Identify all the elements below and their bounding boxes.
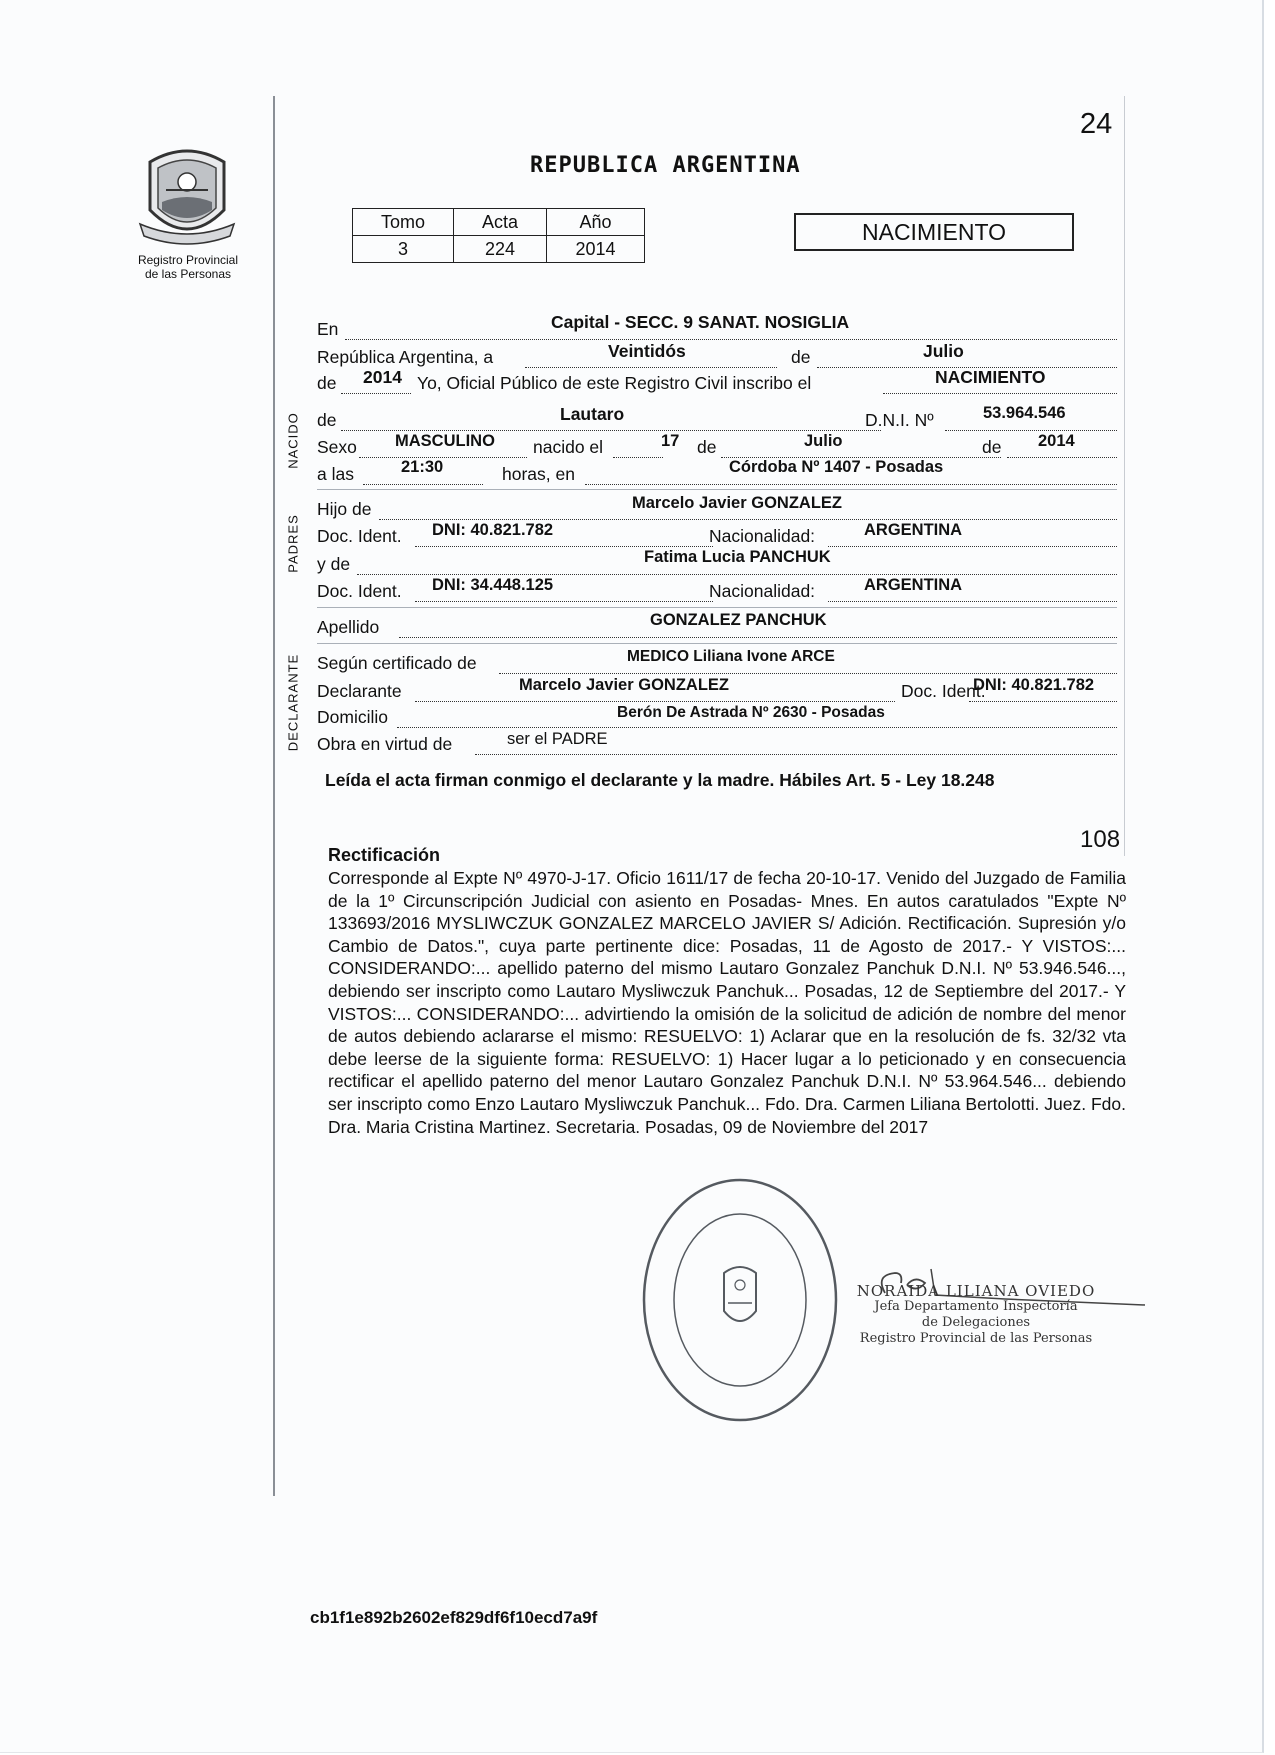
- dotted-line: [1007, 457, 1117, 458]
- dotted-line: [883, 393, 1117, 394]
- signatory-title-line2: de Delegaciones: [921, 1315, 1031, 1330]
- dni-value: 53.964.546: [983, 404, 1066, 422]
- nacido-el-label: nacido el: [533, 437, 604, 457]
- section-separator: [317, 643, 1117, 644]
- rectificacion-body: Corresponde al Expte Nº 4970-J-17. Oficio 1611/17 de fecha 20-10-17. Venido del Juzgado de Familia de la 1º Circunscripción Judicial con asiento en Posadas- Mnes. En autos caratulados "Expte Nº 133693/2016 MYSLIWCZUK GONZALEZ MARCELO JAVIER S/ Adición. Rectificación. Supresión y/o Cambio de Datos.", cuya parte pertinente dice: Posadas, 11 de Agosto de 2017.- Y VISTOS:... CONSIDERANDO:... apellido paterno del mismo Lautaro Gonzalez Panchuk D.N.I. Nº 53.946.546..., debiendo ser inscripto como Lautaro Mysliwczuk Panchuk... Posadas, 12 de Septiembre del 2017.- Y VISTOS:... CONSIDERANDO:... advirtiendo la omisión de la solicitud de adición de nombre del menor de autos debiendo aclararse el mismo: RESUELVO: 1) Aclarar que en la resolución de fs. 32/32 vta debe leerse de la siguiente forma: RESUELVO: 1) Hacer lugar a lo peticionado y en consecuencia rectificar el apellido paterno del menor Lautaro Gonzalez Panchuk D.N.I. Nº 53.964.546... debiendo ser inscripto como Enzo Lautaro Mysliwczuk Panchuk... Fdo. Dra. Carmen Liliana Bertolotti. Juez. Fdo. Dra. Maria Cristina Martinez. Secretaria. Posadas, 09 de Noviembre del 2017: [328, 868, 1126, 1137]
- left-margin-rule: [273, 96, 275, 1496]
- table-header-anio: Año: [547, 209, 645, 236]
- dotted-line: [828, 546, 1117, 547]
- signatory-title-line1: Jefa Departamento Inspectoría: [874, 1299, 1078, 1314]
- nacionalidad-label: Nacionalidad:: [709, 526, 816, 546]
- de3-label: de: [317, 410, 337, 430]
- doc-ident-label-2: Doc. Ident.: [317, 581, 402, 601]
- dotted-line: [945, 430, 1117, 431]
- dotted-line: [415, 701, 895, 702]
- republica-label: República Argentina, a: [317, 347, 494, 367]
- table-header-acta: Acta: [454, 209, 547, 236]
- dotted-line: [341, 393, 411, 394]
- table-cell-tomo: 3: [353, 236, 454, 263]
- page-number: 24: [1080, 108, 1113, 140]
- dotted-line: [585, 484, 1117, 485]
- nombre-value: Lautaro: [560, 404, 625, 424]
- padre-doc-value: DNI: 40.821.782: [432, 521, 554, 539]
- sexo-value: MASCULINO: [395, 432, 495, 450]
- dotted-line: [397, 727, 1117, 728]
- en-value: Capital - SECC. 9 SANAT. NOSIGLIA: [551, 312, 850, 332]
- official-round-stamp-icon: [640, 1175, 840, 1425]
- dotted-line: [379, 519, 1117, 520]
- record-type-box: NACIMIENTO: [794, 213, 1074, 251]
- form-row-certificado: [317, 648, 1117, 677]
- table-cell-anio: 2014: [547, 236, 645, 263]
- madre-nac-value: ARGENTINA: [864, 576, 963, 594]
- form-row-acto: [317, 367, 1117, 397]
- dotted-line: [613, 457, 663, 458]
- signatory-title-line3: Registro Provincial de las Personas: [859, 1331, 1093, 1346]
- form-row-domicilio: [317, 704, 1117, 731]
- a-las-label: a las: [317, 464, 354, 484]
- lugar-value: Córdoba Nº 1407 - Posadas: [729, 458, 944, 476]
- hora-value: 21:30: [401, 458, 444, 476]
- form-row-en: [317, 312, 1117, 343]
- registry-logo-caption: [118, 253, 258, 281]
- nacionalidad-label-2: Nacionalidad:: [709, 581, 816, 601]
- document-hash: cb1f1e892b2602ef829df6f10ecd7a9f: [310, 1608, 598, 1627]
- section-separator: [317, 607, 1117, 608]
- dotted-line: [499, 673, 1117, 674]
- dotted-line: [345, 339, 1117, 340]
- signature-block: [856, 1283, 1096, 1347]
- form-row-nombre: [317, 404, 1117, 434]
- dia-value: Veintidós: [608, 341, 686, 361]
- leida-statement: Leída el acta firman conmigo el declarante y la madre. Hábiles Art. 5 - Ley 18.248: [325, 770, 995, 790]
- de4-label: de: [697, 437, 717, 457]
- padre-nac-value: ARGENTINA: [864, 521, 963, 539]
- certificado-value: MEDICO Liliana Ivone ARCE: [627, 648, 835, 665]
- declarante-doc-value: DNI: 40.821.782: [973, 676, 1095, 694]
- rectificacion-number: 108: [1080, 826, 1121, 853]
- tomo-acta-anio-table: [352, 208, 645, 263]
- dotted-line: [363, 484, 483, 485]
- apellido-label: Apellido: [317, 617, 380, 637]
- form-row-madre-doc: [317, 576, 1117, 605]
- dotted-line: [525, 367, 777, 368]
- form-row-padre-doc: [317, 521, 1117, 550]
- table-cell-acta: 224: [454, 236, 547, 263]
- en-label: En: [317, 319, 339, 339]
- mes-value: Julio: [923, 341, 964, 361]
- domicilio-label: Domicilio: [317, 707, 388, 727]
- form-row-padre: [317, 494, 1117, 523]
- right-margin-rule: [1124, 96, 1125, 856]
- dotted-line: [828, 601, 1117, 602]
- rectificacion-title: Rectificación: [328, 845, 441, 865]
- doc-ident-label: Doc. Ident.: [317, 526, 402, 546]
- table-header-tomo: Tomo: [353, 209, 454, 236]
- declarante-label: Declarante: [317, 681, 402, 701]
- sexo-label: Sexo: [317, 437, 357, 457]
- de5-label: de: [982, 437, 1002, 457]
- apellido-value: GONZALEZ PANCHUK: [650, 611, 827, 629]
- obra-value: ser el PADRE: [507, 730, 608, 748]
- nac-dia-value: 17: [661, 432, 680, 450]
- section-separator: [317, 489, 1117, 490]
- dotted-line: [475, 754, 1117, 755]
- dotted-line: [399, 637, 1117, 638]
- signatory-name: NORAIDA LILIANA OVIEDO: [856, 1282, 1096, 1300]
- dotted-line: [415, 601, 713, 602]
- document-title: REPUBLICA ARGENTINA: [530, 153, 801, 178]
- form-row-obra: [317, 730, 1117, 758]
- certificado-label: Según certificado de: [317, 653, 477, 673]
- de2-label: de: [317, 373, 337, 393]
- form-row-apellido: [317, 611, 1117, 641]
- anio-value: 2014: [363, 367, 402, 387]
- provincia-misiones-seal-icon: [132, 140, 242, 248]
- form-row-madre: [317, 548, 1117, 578]
- madre-value: Fatima Lucia PANCHUK: [644, 548, 831, 566]
- de-label: de: [791, 347, 811, 367]
- dotted-line: [969, 701, 1117, 702]
- hijo-de-label: Hijo de: [317, 499, 372, 519]
- dotted-line: [357, 574, 1117, 575]
- declarante-value: Marcelo Javier GONZALEZ: [519, 676, 729, 694]
- nac-anio-value: 2014: [1038, 432, 1075, 450]
- section-label-nacido: NACIDO: [285, 412, 301, 469]
- doc-ident-label-3: Doc. Ident.: [901, 681, 986, 701]
- form-row-hora: [317, 458, 1117, 488]
- logo-caption-line2: de las Personas: [144, 267, 232, 281]
- nac-mes-value: Julio: [804, 432, 843, 450]
- acto-value: NACIMIENTO: [935, 367, 1046, 387]
- y-de-label: y de: [317, 554, 351, 574]
- domicilio-value: Berón De Astrada Nº 2630 - Posadas: [617, 704, 885, 721]
- horas-en-label: horas, en: [502, 464, 575, 484]
- form-row-declarante: [317, 676, 1117, 705]
- padre-value: Marcelo Javier GONZALEZ: [632, 494, 842, 512]
- oficial-text: Yo, Oficial Público de este Registro Civil inscribo el: [417, 373, 812, 393]
- dotted-line: [341, 430, 881, 431]
- logo-caption-line1: Registro Provincial: [137, 253, 239, 267]
- section-label-padres: PADRES: [285, 514, 301, 573]
- dotted-line: [415, 546, 713, 547]
- dni-label: D.N.I. Nº: [865, 410, 934, 430]
- madre-doc-value: DNI: 34.448.125: [432, 576, 554, 594]
- obra-label: Obra en virtud de: [317, 734, 453, 754]
- section-label-declarante: DECLARANTE: [285, 653, 301, 752]
